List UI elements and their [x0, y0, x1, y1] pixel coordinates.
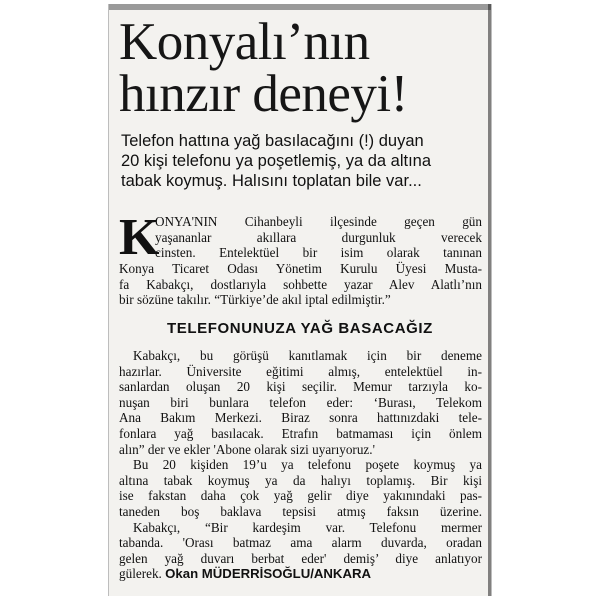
- body-line: fa Kabakçı, dostlarıyla sohbette yazar Alev Alatlı’nın: [119, 276, 482, 292]
- body-line: hazırlar. Üniversite eğitimi almış, entelektüel in-: [119, 363, 482, 379]
- subheading: TELEFONUNUZA YAĞ BASACAĞIZ: [167, 320, 433, 337]
- lead-line: 20 kişi telefonu ya poşetlemiş, ya da altına: [121, 152, 432, 170]
- intro-paragraph-full: [119, 261, 482, 308]
- body-line: gelen yağ duvarı berbat eder' demiş’ diye anlatıyor: [119, 550, 482, 566]
- lead-line: tabak koymuş. Halısını toplatan bile var...: [121, 172, 422, 190]
- body-line: Konya Ticaret Odası Yönetim Kurulu Üyesi Musta-: [119, 261, 482, 276]
- body-line: ONYA'NIN Cihanbeyli ilçesinde geçen gün: [155, 214, 482, 229]
- body-line: ise fakstan daha çok yağ gelir diye yakınındaki pas-: [119, 488, 482, 504]
- body-line-end: gülerek.: [119, 566, 162, 582]
- drop-cap: K: [119, 209, 160, 266]
- intro-paragraph-indented: [155, 214, 482, 261]
- body-line: tabanda. 'Orası batmaz ama alarm duvarda, oradan: [119, 535, 482, 551]
- body-line: [119, 566, 482, 582]
- body-line: taneden boş baklava tepsisi atmış faksın üzerine.: [119, 503, 482, 519]
- body-line: nuşan biri bunlara telefon eder: ‘Burası, Telekom: [119, 394, 482, 410]
- body-line: Bu 20 kişiden 19’u ya telefonu poşete koymuş ya: [133, 457, 482, 473]
- lead-line: Telefon hattına yağ basılacağını (!) duyan: [121, 132, 424, 150]
- body-line: alın” der ve ekler 'Abone olarak sizi uyarıyoruz.': [119, 441, 375, 457]
- headline-line: Konyalı’nın: [119, 13, 370, 71]
- lead-paragraph: [121, 131, 485, 191]
- body-line: Ana Bakım Merkezi. Biraz sonra hattınızdaki tele-: [119, 410, 482, 426]
- body-line: altına tabak koymuş ya da halıyı toplamış. Bir kişi: [119, 472, 482, 488]
- body-line: Kabakçı, bu görüşü kanıtlamak için bir deneme: [133, 348, 482, 363]
- body-line: Kabakçı, “Bir kardeşim var. Telefonu mermer: [133, 519, 482, 535]
- body-line: cinsten. Entelektüel bir isim olarak tanınan: [155, 245, 482, 261]
- newspaper-clipping: [108, 4, 492, 596]
- body-line: fonlara yağ basılacak. Etrafın batmaması için önlem: [119, 425, 482, 441]
- body-line: bir sözüne takılır. “Türkiye’de akıl iptal edilmiştir.”: [119, 292, 391, 308]
- body-paragraphs: [119, 348, 482, 582]
- page-top-band: [109, 4, 491, 10]
- body-line: yaşananlar akıllara durgunluk verecek: [155, 229, 482, 245]
- body-line: sanlardan oluşan 20 kişi seçilir. Memur tarzıyla ko-: [119, 379, 482, 395]
- byline: Okan MÜDERRİSOĞLU/ANKARA: [165, 566, 372, 582]
- headline: [119, 13, 489, 123]
- headline-line: hınzır deneyi!: [119, 65, 408, 123]
